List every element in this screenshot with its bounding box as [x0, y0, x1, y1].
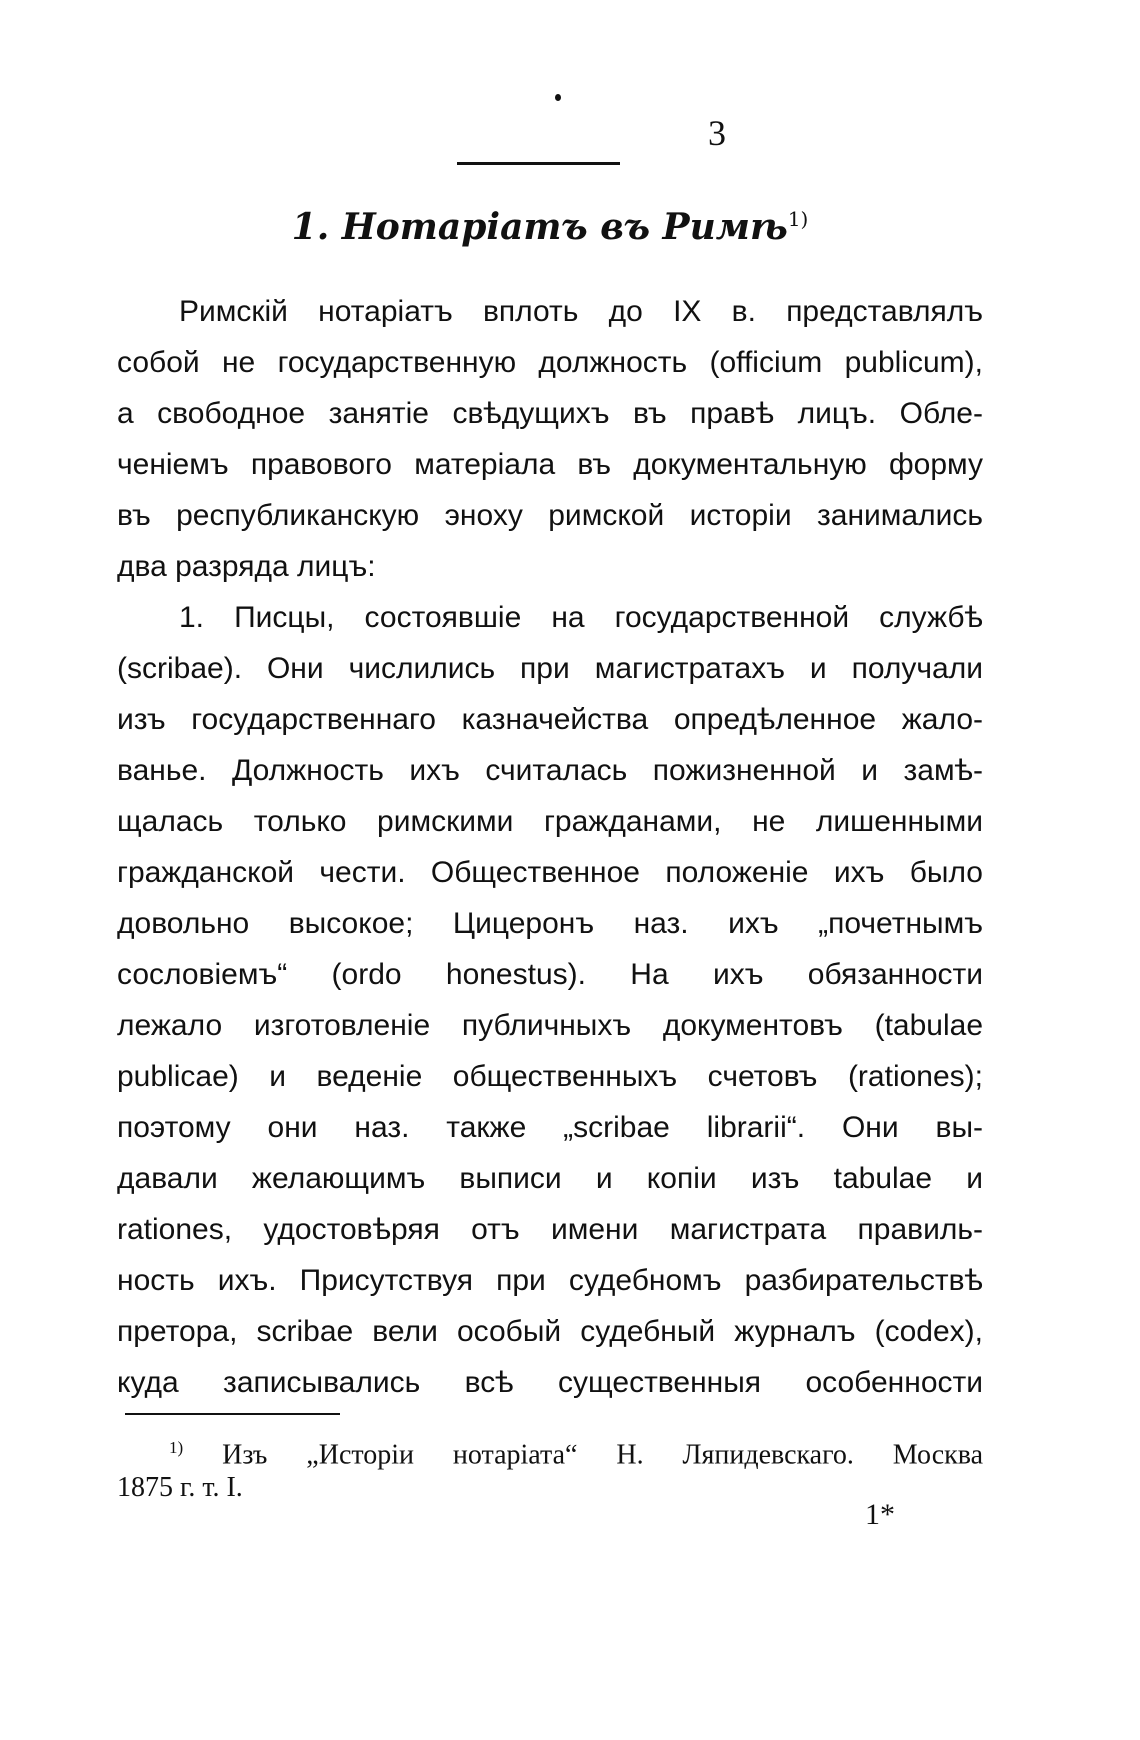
body-line: 1. Писцы, состоявшіе на государственной службѣ	[179, 601, 983, 634]
footnote-marker: 1)	[169, 1438, 184, 1457]
body-text	[117, 286, 983, 1408]
chapter-title-text: 1. Нотаріатъ въ Римѣ	[291, 206, 788, 248]
footnote	[117, 1428, 983, 1508]
body-line: два разряда лицъ:	[117, 550, 376, 583]
body-line: ность ихъ. Присутствуя при судебномъ разбирательствѣ	[117, 1264, 983, 1297]
body-line: давали желающимъ выписи и копіи изъ tabulae и	[117, 1162, 983, 1195]
body-line: куда записывались всѣ существенныя особенности	[117, 1366, 983, 1399]
header-rule	[457, 162, 620, 165]
body-line: а свободное занятіе свѣдущихъ въ правѣ лицъ. Обле-	[117, 397, 983, 430]
print-speck	[555, 94, 561, 101]
body-line: претора, scribae вели особый судебный журналъ (codex),	[117, 1315, 983, 1348]
body-line: Римскій нотаріатъ вплоть до IX в. представлялъ	[179, 295, 983, 328]
body-line: ченіемъ правового матеріала въ документальную форму	[117, 448, 983, 481]
body-line: publicae) и веденіе общественныхъ счетовъ (rationes);	[117, 1060, 983, 1093]
body-line: собой не государственную должность (officium publicum),	[117, 346, 983, 379]
chapter-title	[117, 206, 983, 248]
body-line: щалась только римскими гражданами, не лишенными	[117, 805, 983, 838]
footnote-line: 1875 г. т. I.	[117, 1472, 243, 1503]
body-line: (scribae). Они числились при магистратахъ и получали	[117, 652, 983, 685]
body-line: довольно высокое; Цицеронъ наз. ихъ „почетнымъ	[117, 907, 983, 940]
page-number: 3	[708, 113, 726, 153]
body-line: въ республиканскую эноху римской исторіи занимались	[117, 499, 983, 532]
book-page	[117, 0, 983, 1740]
body-line: лежало изготовленіе публичныхъ документовъ (tabulae	[117, 1009, 983, 1042]
footnote-reference: 1)	[787, 207, 809, 231]
footnote-rule	[125, 1413, 340, 1415]
signature-mark: 1*	[865, 1498, 895, 1531]
footnote-text: Изъ „Исторіи нотаріата“ Н. Ляпидевскаго. Москва	[222, 1439, 984, 1471]
body-line: ванье. Должность ихъ считалась пожизненной и замѣ-	[117, 754, 983, 787]
body-line: сословіемъ“ (ordo honestus). На ихъ обязанности	[117, 958, 983, 991]
footnote-line	[117, 1428, 984, 1471]
body-line: rationes, удостовѣряя отъ имени магистрата правиль-	[117, 1213, 983, 1246]
body-line: изъ государственнаго казначейства опредѣленное жало-	[117, 703, 983, 736]
body-line: гражданской чести. Общественное положеніе ихъ было	[117, 856, 983, 889]
body-line: поэтому они наз. также „scribae librarii“. Они вы-	[117, 1111, 983, 1144]
